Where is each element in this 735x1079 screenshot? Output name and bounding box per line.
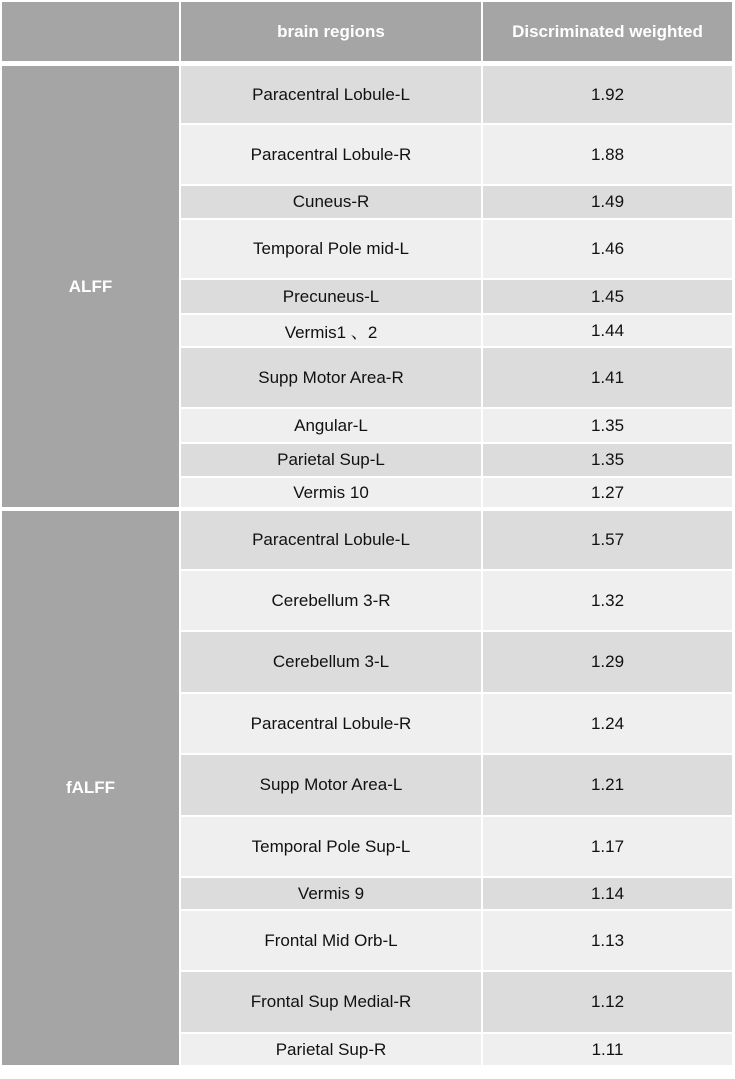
header-discriminated-weighted: Discriminated weighted — [483, 2, 732, 61]
group-label-alff: ALFF — [2, 66, 179, 507]
table-cell-region: Paracentral Lobule-R — [181, 694, 481, 753]
table-cell-region: Paracentral Lobule-L — [181, 66, 481, 123]
header-brain-regions: brain regions — [181, 2, 481, 61]
table-cell-region: Frontal Sup Medial-R — [181, 972, 481, 1032]
table-cell-region: Frontal Mid Orb-L — [181, 911, 481, 970]
table-cell-weight: 1.29 — [483, 632, 732, 692]
header-group-cell — [2, 2, 179, 61]
table-cell-region: Cuneus-R — [181, 186, 481, 218]
table-cell-weight: 1.35 — [483, 444, 732, 476]
table-cell-weight: 1.14 — [483, 878, 732, 909]
table-cell-region: Cerebellum 3-R — [181, 571, 481, 630]
table-cell-region: Temporal Pole Sup-L — [181, 817, 481, 876]
table-cell-region: Precuneus-L — [181, 280, 481, 313]
table-cell-region: Supp Motor Area-L — [181, 755, 481, 815]
table-cell-region: Parietal Sup-R — [181, 1034, 481, 1065]
table-cell-weight: 1.27 — [483, 478, 732, 507]
table-cell-weight: 1.13 — [483, 911, 732, 970]
table-cell-weight: 1.11 — [483, 1034, 732, 1065]
table-cell-weight: 1.21 — [483, 755, 732, 815]
table-cell-region: Paracentral Lobule-L — [181, 511, 481, 569]
table-cell-region: Vermis 10 — [181, 478, 481, 507]
table-cell-weight: 1.49 — [483, 186, 732, 218]
table-cell-region: Temporal Pole mid-L — [181, 220, 481, 278]
table-cell-weight: 1.24 — [483, 694, 732, 753]
table-cell-weight: 1.45 — [483, 280, 732, 313]
table-cell-region: Paracentral Lobule-R — [181, 125, 481, 184]
table-cell-region: Cerebellum 3-L — [181, 632, 481, 692]
table-cell-region: Vermis1 、2 — [181, 315, 481, 346]
table-cell-weight: 1.88 — [483, 125, 732, 184]
group-label-falff: fALFF — [2, 511, 179, 1065]
table-cell-region: Vermis 9 — [181, 878, 481, 909]
table-cell-region: Parietal Sup-L — [181, 444, 481, 476]
table-cell-weight: 1.57 — [483, 511, 732, 569]
table-cell-weight: 1.92 — [483, 66, 732, 123]
table-cell-weight: 1.32 — [483, 571, 732, 630]
table-cell-weight: 1.12 — [483, 972, 732, 1032]
table-cell-weight: 1.46 — [483, 220, 732, 278]
table-cell-region: Angular-L — [181, 409, 481, 442]
table-cell-weight: 1.41 — [483, 348, 732, 407]
table-cell-weight: 1.44 — [483, 315, 732, 346]
table-cell-weight: 1.17 — [483, 817, 732, 876]
table-cell-weight: 1.35 — [483, 409, 732, 442]
table-cell-region: Supp Motor Area-R — [181, 348, 481, 407]
